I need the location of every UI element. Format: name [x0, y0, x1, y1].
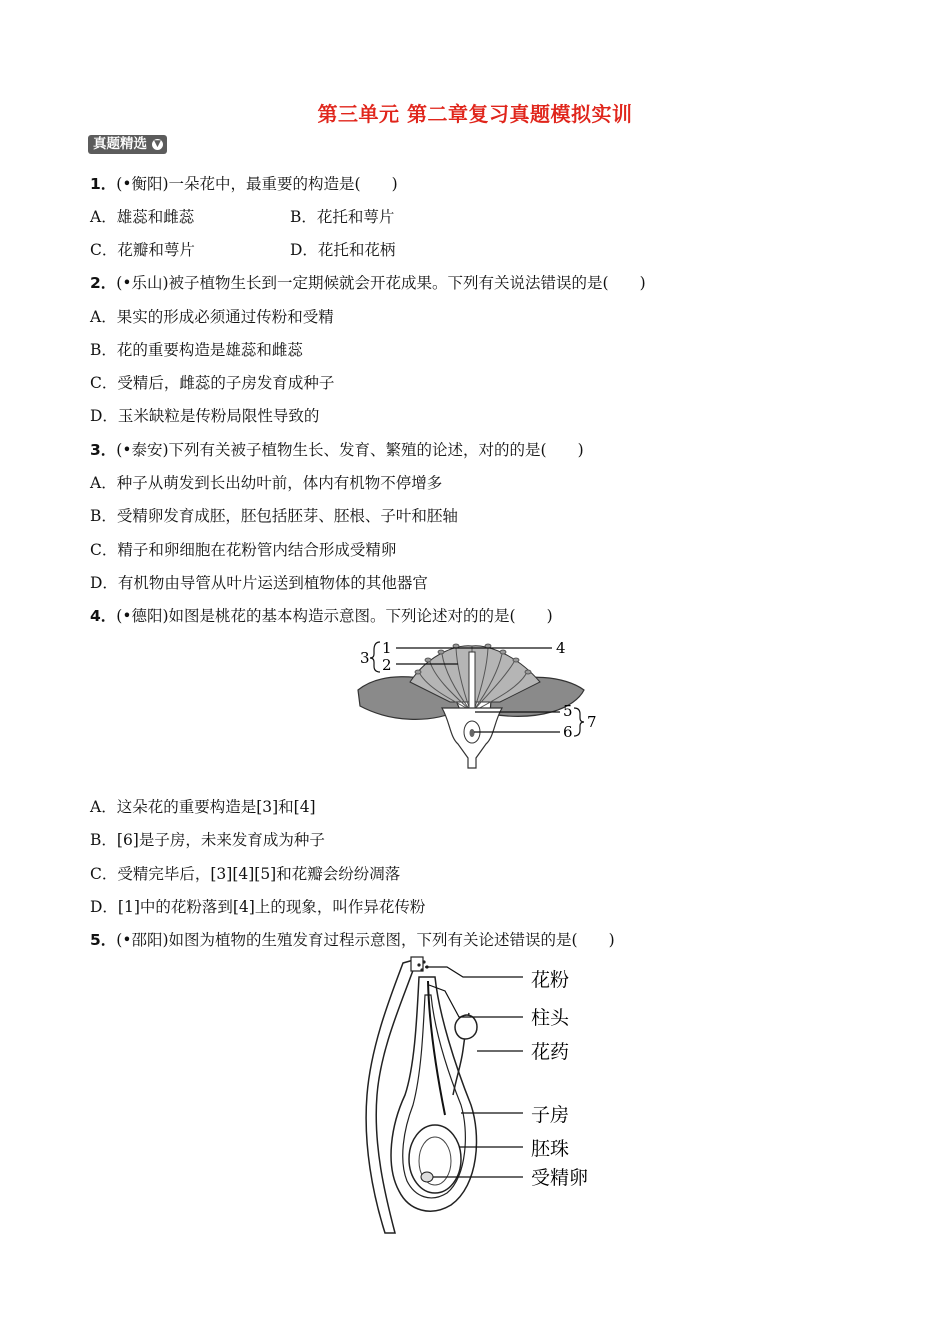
option-d: D．花托和花柄: [290, 241, 396, 259]
label-7: 7: [587, 713, 597, 731]
label-3: 3: [360, 649, 370, 667]
question-number: 2．: [90, 274, 117, 292]
arrow-down-icon: ▼: [152, 139, 163, 150]
option-a: A．果实的形成必须通过传粉和受精: [90, 308, 334, 326]
question-number: 5．: [90, 931, 117, 949]
question-stem: (•衡阳)一朵花中，最重要的构造是( ): [116, 175, 398, 193]
label-5: 5: [563, 702, 573, 720]
option-a: A．这朵花的重要构造是[3]和[4]: [90, 798, 316, 816]
option-b: B．受精卵发育成胚，胚包括胚芽、胚根、子叶和胚轴: [90, 507, 458, 525]
option-d: D．玉米缺粒是传粉局限性导致的: [90, 407, 320, 425]
section-badge: [88, 135, 167, 154]
question-stem: (•乐山)被子植物生长到一定期候就会开花成果。下列有关说法错误的是( ): [116, 274, 646, 292]
anther: [455, 1015, 477, 1039]
question-stem: (•泰安)下列有关被子植物生长、发育、繁殖的论述，对的的是( ): [116, 441, 584, 459]
label-2: 2: [382, 656, 392, 674]
option-c: C．受精后，雌蕊的子房发育成种子: [90, 374, 335, 392]
peach-flower-diagram: [350, 632, 600, 770]
question-5: [90, 928, 615, 950]
option-c: C．精子和卵细胞在花粉管内结合形成受精卵: [90, 541, 397, 559]
label-ovule: 胚珠: [531, 1138, 570, 1160]
label-anther: 花药: [531, 1041, 570, 1063]
label-6: 6: [563, 723, 573, 741]
question-stem: (•德阳)如图是桃花的基本构造示意图。下列论述对的的是( ): [116, 607, 553, 625]
option-d: D．[1]中的花粉落到[4]上的现象，叫作异花传粉: [90, 898, 426, 916]
question-2: [90, 271, 646, 293]
style: [469, 652, 475, 714]
question-1: [90, 172, 398, 194]
question-number: 4．: [90, 607, 117, 625]
question-4: [90, 604, 553, 626]
page-title: 第三单元 第二章复习真题模拟实训: [317, 102, 633, 126]
label-pollen: 花粉: [531, 969, 570, 991]
ovule: [470, 729, 475, 737]
label-4: 4: [556, 639, 566, 657]
label-ovary: 子房: [531, 1104, 570, 1126]
option-b: B．花托和萼片: [290, 208, 395, 226]
question-number: 1．: [90, 175, 117, 193]
label-zygote: 受精卵: [531, 1167, 589, 1189]
option-c: C．花瓣和萼片: [90, 241, 195, 259]
option-a: A．雄蕊和雌蕊: [90, 208, 195, 226]
option-b: B．花的重要构造是雄蕊和雌蕊: [90, 341, 303, 359]
option-a: A．种子从萌发到长出幼叶前，体内有机物不停增多: [90, 474, 443, 492]
section-label: 真题精选: [93, 136, 147, 152]
label-stigma: 柱头: [531, 1007, 570, 1029]
question-3: [90, 438, 584, 460]
option-c: C．受精完毕后，[3][4][5]和花瓣会纷纷凋落: [90, 865, 401, 883]
question-stem: (•邵阳)如图为植物的生殖发育过程示意图，下列有关论述错误的是( ): [116, 931, 615, 949]
pistil-fertilization-diagram: [355, 955, 605, 1235]
option-d: D．有机物由导管从叶片运送到植物体的其他器官: [90, 574, 428, 592]
zygote: [421, 1172, 433, 1182]
question-number: 3．: [90, 441, 117, 459]
option-b: B．[6]是子房，未来发育成为种子: [90, 831, 325, 849]
label-1: 1: [382, 639, 392, 657]
